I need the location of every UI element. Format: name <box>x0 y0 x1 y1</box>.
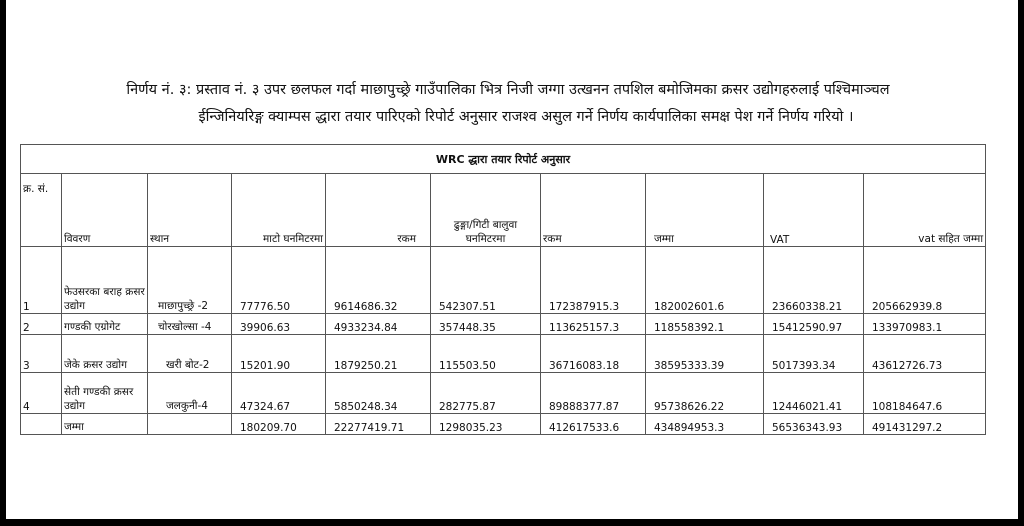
cell-vat: 12446021.41 <box>764 373 864 414</box>
cell-name: जेके क्रसर उद्योग <box>62 335 148 373</box>
crusher-revenue-table <box>20 144 986 435</box>
total-soil-amount: 22277419.71 <box>326 414 431 435</box>
cell-stone-amount: 172387915.3 <box>541 247 646 314</box>
cell-total: 38595333.39 <box>646 335 764 373</box>
table-row <box>21 314 986 335</box>
cell-name: फेउसरका बराह क्रसर उद्योग <box>62 247 148 314</box>
cell-stone-amount: 113625157.3 <box>541 314 646 335</box>
decision-line-2: ईन्जिनियरिङ्ग क्याम्पस द्धारा तयार पारिएको रिपोर्ट अनुसार राजश्व असुल गर्ने निर्णय कार्यपालिका समक्ष पेश गर्ने निर्णय गरियो । <box>198 109 854 125</box>
cell-vat: 15412590.97 <box>764 314 864 335</box>
table-title: WRC द्धारा तयार रिपोर्ट अनुसार <box>21 145 986 174</box>
cell-place: जलकुनी-4 <box>148 373 232 414</box>
header-description: विवरण <box>62 174 148 247</box>
cell-total-with-vat: 205662939.8 <box>864 247 986 314</box>
header-soil-amount: रकम <box>326 174 431 247</box>
cell-soil-amount: 5850248.34 <box>326 373 431 414</box>
cell-stone-m3: 357448.35 <box>431 314 541 335</box>
decision-line-1: निर्णय नं. ३: प्रस्ताव नं. ३ उपर छलफल गर्दा माछापुच्छ्रे गाउँपालिका भित्र निजी जग्गा उत्खनन तपशिल बमोजिमका क्रसर उद्योगहरुलाई पश्चिमाञ्चल <box>126 82 890 98</box>
cell-soil-amount: 1879250.21 <box>326 335 431 373</box>
header-total-with-vat: vat सहित जम्मा <box>864 174 986 247</box>
cell-vat: 23660338.21 <box>764 247 864 314</box>
cell-stone-m3: 542307.51 <box>431 247 541 314</box>
table-row <box>21 247 986 314</box>
total-stone-m3: 1298035.23 <box>431 414 541 435</box>
cell-soil-m3: 47324.67 <box>232 373 326 414</box>
header-serial: क्र. सं. <box>21 174 62 247</box>
total-stone-amount: 412617533.6 <box>541 414 646 435</box>
cell-total: 182002601.6 <box>646 247 764 314</box>
cell-total-with-vat: 133970983.1 <box>864 314 986 335</box>
cell-soil-m3: 39906.63 <box>232 314 326 335</box>
header-total: जम्मा <box>646 174 764 247</box>
header-vat: VAT <box>764 174 864 247</box>
table-row <box>21 373 986 414</box>
cell-sn: 3 <box>21 335 62 373</box>
cell-sn: 4 <box>21 373 62 414</box>
header-soil-m3: माटो घनमिटरमा <box>232 174 326 247</box>
total-with-vat: 491431297.2 <box>864 414 986 435</box>
total-vat: 56536343.93 <box>764 414 864 435</box>
cell-place: चोरखोल्सा -4 <box>148 314 232 335</box>
cell-total: 118558392.1 <box>646 314 764 335</box>
table-totals-row <box>21 414 986 435</box>
cell-total-with-vat: 43612726.73 <box>864 335 986 373</box>
cell-stone-amount: 89888377.87 <box>541 373 646 414</box>
cell-place: माछापुच्छ्रे -2 <box>148 247 232 314</box>
total-soil-m3: 180209.70 <box>232 414 326 435</box>
cell-total: 95738626.22 <box>646 373 764 414</box>
document-page <box>6 0 1018 519</box>
cell-vat: 5017393.34 <box>764 335 864 373</box>
cell-place: खरी बोट-2 <box>148 335 232 373</box>
table-header-row <box>21 174 986 247</box>
header-location: स्थान <box>148 174 232 247</box>
cell-sn: 2 <box>21 314 62 335</box>
cell-name: गण्डकी एग्रोगेट <box>62 314 148 335</box>
cell-soil-m3: 77776.50 <box>232 247 326 314</box>
table-row <box>21 335 986 373</box>
cell-stone-m3: 282775.87 <box>431 373 541 414</box>
header-stone-amount: रकम <box>541 174 646 247</box>
cell-soil-m3: 15201.90 <box>232 335 326 373</box>
cell-soil-amount: 4933234.84 <box>326 314 431 335</box>
cell-total-with-vat: 108184647.6 <box>864 373 986 414</box>
cell-soil-amount: 9614686.32 <box>326 247 431 314</box>
total-total: 434894953.3 <box>646 414 764 435</box>
totals-label: जम्मा <box>62 414 148 435</box>
cell-stone-amount: 36716083.18 <box>541 335 646 373</box>
cell-stone-m3: 115503.50 <box>431 335 541 373</box>
cell-sn: 1 <box>21 247 62 314</box>
cell-name: सेती गण्डकी क्रसर उद्योग <box>62 373 148 414</box>
header-stone-m3: ढुङ्गा/गिटी बालुवा घनमिटरमा <box>431 174 541 247</box>
